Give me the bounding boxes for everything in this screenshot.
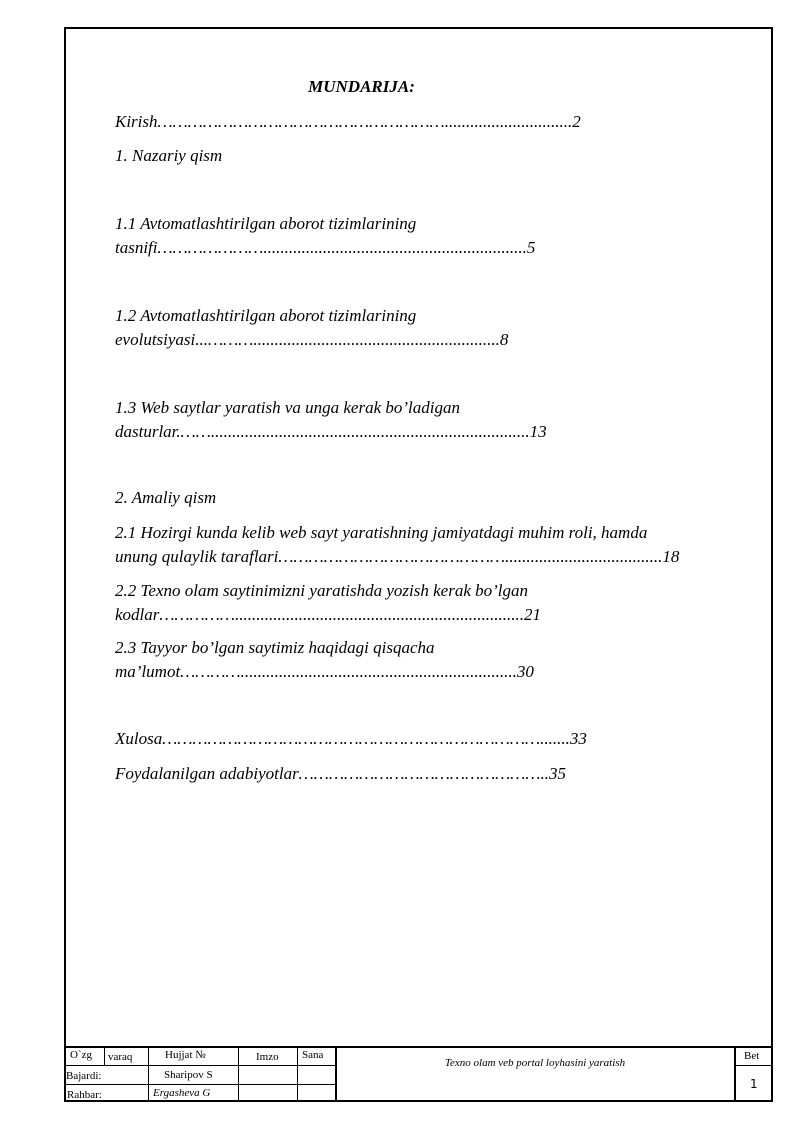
toc-entry-xulosa: Xulosa………………………………………………………………….......33: [115, 729, 587, 748]
stamp-col-divider-3: [238, 1046, 239, 1102]
toc-entry-1-2-line1: 1.2 Avtomatlashtirilgan aborot tizimlarining: [115, 306, 417, 325]
toc-entry-kirish: Kirish…………………………………………………..............................2: [115, 112, 581, 131]
stamp-col-divider-5: [335, 1046, 337, 1102]
stamp-bet-label: Bet: [744, 1050, 760, 1062]
stamp-hujjat-label: Hujjat №: [165, 1049, 206, 1061]
stamp-bajardi-name: Sharipov S: [164, 1069, 213, 1081]
stamp-rahbar-name: Ergasheva G: [153, 1087, 211, 1099]
stamp-rahbar-label: Rahbar:: [67, 1089, 102, 1101]
stamp-document-title: Texno olam veb portal loyhasini yaratish: [444, 1057, 626, 1069]
stamp-col-divider-6: [734, 1046, 736, 1102]
toc-section-2-heading: 2. Amaliy qism: [115, 488, 217, 507]
toc-entry-2-3-line2: ma’lumot………….................................................................30: [115, 662, 534, 681]
stamp-col-divider-1: [104, 1046, 105, 1065]
toc-entry-2-3-line1: 2.3 Tayyor bo’lgan saytimiz haqidagi qisqacha: [115, 638, 435, 657]
stamp-row-divider-2: [64, 1084, 336, 1085]
stamp-varaq-label: varaq: [108, 1051, 133, 1063]
stamp-col-divider-4: [297, 1046, 298, 1102]
toc-section-1-heading: 1. Nazariy qism: [115, 146, 223, 165]
stamp-bajardi-label: Bajardi:: [66, 1070, 102, 1082]
toc-entry-1-1-line1: 1.1 Avtomatlashtirilgan aborot tizimlarining: [115, 214, 417, 233]
page-title: MUNDARIJA:: [308, 77, 415, 96]
toc-entry-1-3-line2: dasturlar.……...........................................................................13: [115, 422, 547, 441]
stamp-sana-label: Sana: [302, 1049, 324, 1061]
toc-entry-adabiyotlar: Foydalanilgan adabiyotlar…………………………………………..35: [115, 764, 567, 783]
toc-entry-2-1-line2: unung qulaylik taraflari……………………………………….....................................18: [115, 547, 680, 566]
toc-entry-2-2-line2: kodlar……………....................................................................21: [115, 605, 541, 624]
stamp-col-divider-2: [148, 1046, 149, 1102]
toc-entry-1-3-line1: 1.3 Web saytlar yaratish va unga kerak bo’ladigan: [115, 398, 460, 417]
toc-entry-2-1-line1: 2.1 Hozirgi kunda kelib web sayt yaratishning jamiyatdagi muhim roli, hamda: [115, 523, 648, 542]
stamp-imzo-label: Imzo: [256, 1051, 279, 1063]
toc-entry-1-2-line2: evolutsiyasi...………..........................................................8: [115, 330, 509, 349]
stamp-top-border: [64, 1046, 773, 1048]
stamp-bet-divider: [735, 1065, 773, 1066]
title-block: [64, 1046, 773, 1102]
stamp-row-divider-1: [64, 1065, 336, 1066]
stamp-page-number: 1: [750, 1077, 758, 1091]
toc-entry-1-1-line2: tasnifi…………………..............................................................5: [115, 238, 536, 257]
stamp-ozg-label: O`zg: [70, 1049, 92, 1061]
toc-entry-2-2-line1: 2.2 Texno olam saytinimizni yaratishda yozish kerak bo’lgan: [115, 581, 529, 600]
